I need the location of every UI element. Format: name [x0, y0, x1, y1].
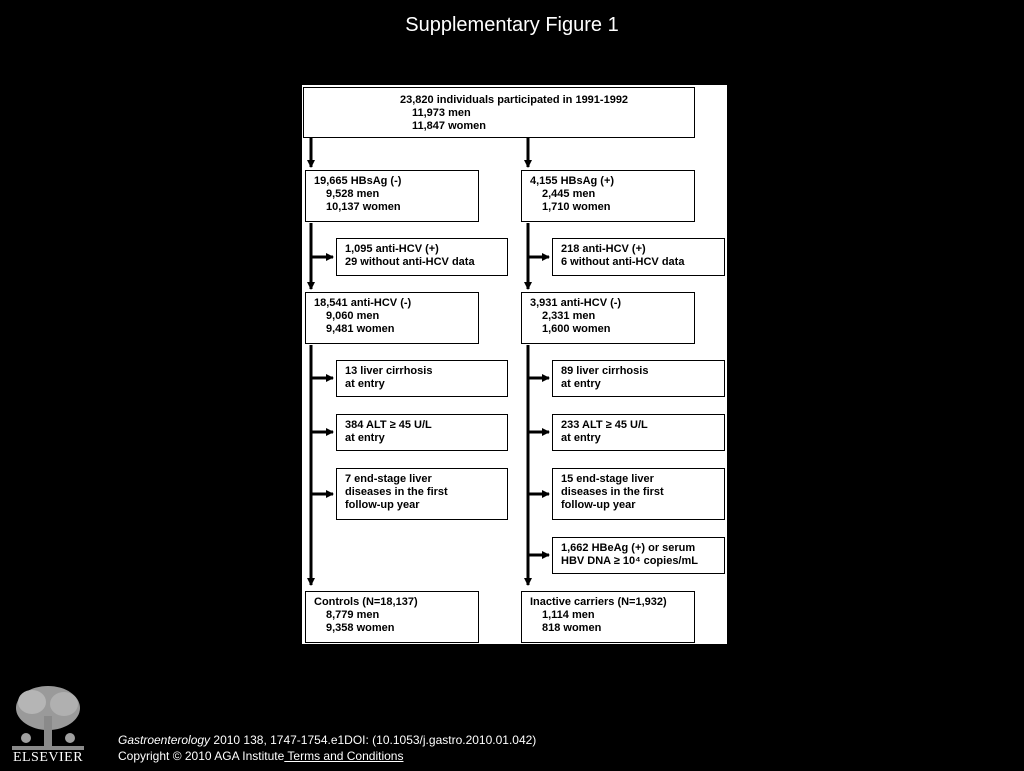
box-line: 11,847 women [412, 120, 486, 132]
box-line: 89 liver cirrhosis [561, 365, 649, 377]
box-line: 1,114 men [542, 609, 595, 621]
box-line: 2,445 men [542, 188, 596, 200]
box-line: HBV DNA ≥ 10⁴ copies/mL [561, 555, 698, 567]
box-line: at entry [561, 378, 601, 390]
box-left-alt [336, 414, 508, 451]
box-right-alt [552, 414, 725, 451]
box-line: 9,358 women [326, 622, 395, 634]
box-line: 19,665 HBsAg (-) [314, 175, 402, 187]
box-line: 9,528 men [326, 188, 380, 200]
box-line: 18,541 anti-HCV (-) [314, 297, 412, 309]
box-line: 1,600 women [542, 323, 611, 335]
terms-and-conditions-link[interactable]: Terms and Conditions [284, 749, 404, 763]
box-right-liver-cirrhosis [552, 360, 725, 397]
box-right-hbeag [552, 537, 725, 574]
box-line: 4,155 HBsAg (+) [530, 175, 615, 187]
box-line: at entry [345, 432, 385, 444]
box-line: 6 without anti-HCV data [561, 256, 685, 268]
box-line: 384 ALT ≥ 45 U/L [345, 419, 432, 431]
box-hbsag-positive [521, 170, 695, 222]
box-line: 13 liver cirrhosis [345, 365, 433, 377]
box-line: 10,137 women [326, 201, 401, 213]
box-line: 9,060 men [326, 310, 380, 322]
flowchart-figure [302, 85, 727, 644]
box-total-participants [303, 87, 695, 138]
box-inactive-carriers [521, 591, 695, 643]
box-line: Controls (N=18,137) [314, 596, 418, 608]
box-line: diseases in the first [561, 486, 664, 498]
box-left-anti-hcv-negative [305, 292, 479, 344]
box-line: diseases in the first [345, 486, 448, 498]
box-line: 1,095 anti-HCV (+) [345, 243, 439, 255]
box-line: 7 end-stage liver [345, 473, 432, 485]
box-line: 8,779 men [326, 609, 380, 621]
box-line: 1,710 women [542, 201, 611, 213]
elsevier-logo [8, 682, 88, 766]
citation-line [118, 733, 536, 747]
box-line: 29 without anti-HCV data [345, 256, 475, 268]
citation-text: 2010 138, 1747-1754.e1DOI: (10.1053/j.gastro.2010.01.042) [210, 733, 537, 747]
box-line: 23,820 individuals participated in 1991-1992 [400, 94, 629, 106]
slide-title: Supplementary Figure 1 [405, 14, 619, 36]
box-left-anti-hcv-positive [336, 238, 508, 276]
box-line: 15 end-stage liver [561, 473, 654, 485]
box-line: at entry [345, 378, 385, 390]
box-line: 818 women [542, 622, 602, 634]
elsevier-wordmark: ELSEVIER [12, 750, 84, 765]
box-left-liver-cirrhosis [336, 360, 508, 397]
box-line: follow-up year [561, 499, 636, 511]
box-right-anti-hcv-positive [552, 238, 725, 276]
copyright-line [118, 749, 403, 763]
box-line: 218 anti-HCV (+) [561, 243, 646, 255]
box-line: follow-up year [345, 499, 420, 511]
box-line: 2,331 men [542, 310, 596, 322]
box-left-end-stage-liver [336, 468, 508, 520]
copyright-text: Copyright © 2010 AGA Institute [118, 749, 285, 763]
box-line: 3,931 anti-HCV (-) [530, 297, 622, 309]
box-right-end-stage-liver [552, 468, 725, 520]
box-controls [305, 591, 479, 643]
box-line: Inactive carriers (N=1,932) [530, 596, 667, 608]
journal-name: Gastroenterology [118, 733, 211, 747]
box-line: 233 ALT ≥ 45 U/L [561, 419, 648, 431]
box-line: 1,662 HBeAg (+) or serum [561, 542, 696, 554]
box-hbsag-negative [305, 170, 479, 222]
box-line: 9,481 women [326, 323, 395, 335]
box-line: at entry [561, 432, 601, 444]
box-right-anti-hcv-negative [521, 292, 695, 344]
box-line: 11,973 men [412, 107, 471, 119]
